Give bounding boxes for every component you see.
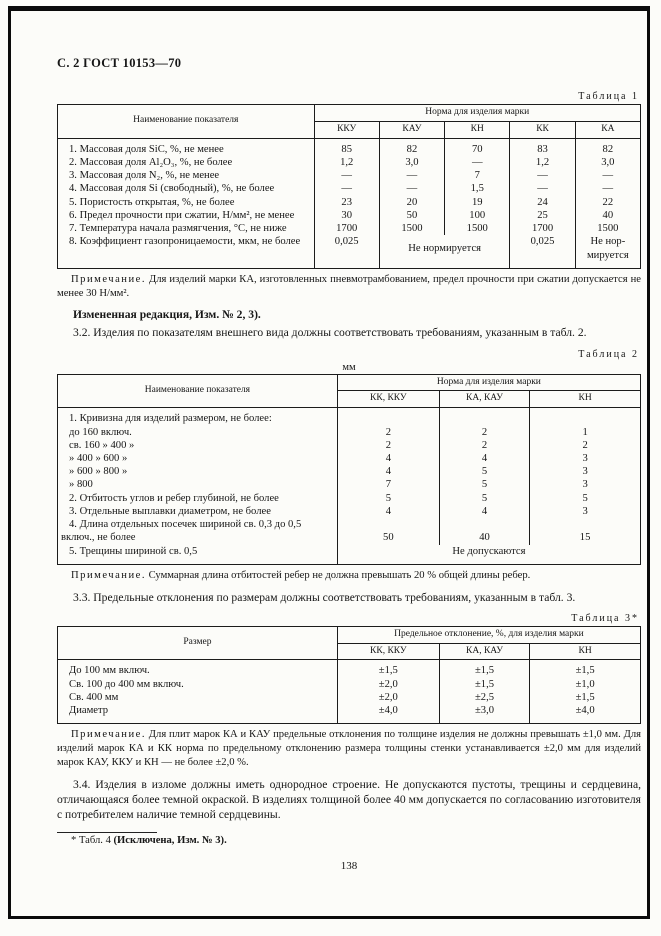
row-label: 5. Пористость открытая, %, не более [69,196,235,208]
cell: 20 [379,196,444,209]
cell: 4 [439,452,529,465]
row-label: 6. Предел прочности при сжатии, Н/мм², не менее [69,209,295,221]
note-label: Примечание. [71,729,146,741]
table1 [57,104,641,269]
cell: 83 [510,138,575,156]
cell: 5 [439,465,529,478]
row-label: 3. Массовая доля N₂, %, не менее [69,170,220,182]
table1-name-header: Наименование показателя [58,105,315,139]
table3-note [57,728,641,769]
row-label: до 160 включ. [69,426,132,438]
cell: 4 [337,452,439,465]
table2-note [57,569,641,583]
table-row [58,478,641,491]
cell: 22 [575,196,640,209]
cell: ±1,5 [439,660,529,678]
table-row [58,691,641,704]
paragraph-3-2: 3.2. Изделия по показателям внешнего вида должны соответствовать требованиям, указанным в табл. 2. [73,326,587,340]
cell: 2 [337,426,439,439]
cell: 2 [439,426,529,439]
cell [337,408,439,426]
table-row [58,465,641,478]
row-label: Св. 400 мм [69,691,119,703]
cell: 25 [510,209,575,222]
table2 [57,374,641,565]
row-label: До 100 мм включ. [69,665,150,677]
cell: Не нор-мируется [575,235,640,268]
cell: ±2,5 [439,691,529,704]
footnote [57,835,641,846]
row-label: » 800 [69,479,93,491]
cell: ±4,0 [337,704,439,724]
cell: 1 [530,426,641,439]
table3-caption: Таблица 3* [571,612,639,624]
cell: ±1,5 [530,691,641,704]
cell: 5 [530,492,641,505]
row-label: 4. Массовая доля Si (свободный), %, не более [69,183,275,195]
footnote-rule [57,832,157,833]
table1-header-row [58,105,641,122]
cell: 3,0 [379,156,444,169]
cell [439,408,529,426]
cell: 23 [314,196,379,209]
cell: 1700 [510,222,575,235]
row-label: 4. Длина отдельных посечек шириной св. 0,3 до 0,5 включ., не более [61,519,302,544]
table-row [58,426,641,439]
cell: 2 [337,439,439,452]
table1-caption: Таблица 1 [578,91,639,102]
table2-column-ka-kau: КА, КАУ [439,391,529,408]
cell: 40 [439,518,529,544]
cell: 3 [530,505,641,518]
row-label: 5. Трещины шириной св. 0,5 [69,545,198,557]
cell: 5 [337,492,439,505]
row-label: 1. Массовая доля SiC, %, не менее [69,143,224,155]
note-label: Примечание. [71,273,146,285]
cell: 5 [439,492,529,505]
cell: 5 [439,478,529,491]
cell: 7 [337,478,439,491]
cell: 3 [530,478,641,491]
cell: 1500 [575,222,640,235]
table-row [58,678,641,691]
cell: — [314,169,379,182]
table3-column-kn: КН [530,643,641,660]
page-header: С. 2 ГОСТ 10153—70 [57,56,182,70]
table-row [58,156,641,169]
table-row [58,704,641,724]
table-row [58,196,641,209]
table-row [58,222,641,235]
table2-column-kk-kku: КК, ККУ [337,391,439,408]
row-label: » 400 » 600 » [69,452,128,464]
cell: 1,2 [510,156,575,169]
cell: 15 [530,518,641,544]
table-row [58,439,641,452]
table2-column-kn: КН [530,391,641,408]
cell: ±1,5 [337,660,439,678]
table3 [57,626,641,725]
page-content [57,56,641,872]
footnote-bold: (Исключена, Изм. № 3). [113,834,227,846]
cell: 2 [530,439,641,452]
cell: 0,025 [510,235,575,268]
cell: 85 [314,138,379,156]
cell: 1500 [379,222,444,235]
cell: 2 [439,439,529,452]
cell: 4 [439,505,529,518]
cell: 24 [510,196,575,209]
table-row [58,138,641,156]
cell [530,408,641,426]
row-label: Диаметр [69,705,109,717]
cell: 1,5 [445,182,510,195]
cell: ±2,0 [337,678,439,691]
table-row [58,492,641,505]
table1-column-kau: КАУ [379,121,444,138]
table3-group-header: Предельное отклонение, %, для изделия марки [337,626,640,643]
table-row [58,182,641,195]
table2-name-header: Наименование показателя [58,374,338,408]
cell: ±1,0 [530,678,641,691]
cell: 7 [445,169,510,182]
table2-unit: мм [342,361,356,373]
cell: 3 [530,452,641,465]
table-row [58,169,641,182]
cell: 100 [445,209,510,222]
table2-header-row [58,374,641,391]
table-row [58,518,641,544]
note-label: Примечание. [71,569,146,581]
table-row [58,408,641,426]
row-label: 3. Отдельные выплавки диаметром, не более [69,505,271,517]
cell: 40 [575,209,640,222]
footnote-prefix: * Табл. 4 [71,834,114,846]
paragraph-3-4: 3.4. Изделия в изломе должны иметь однородное строение. Не допускаются пустоты, трещины и сердцевина, отличающаяся более темной окраской. В изделиях толщиной более 40 мм допускается по согласованию изготовителя с потребителем наличие темной сердцевины. [57,777,641,821]
cell: 1500 [445,222,510,235]
cell: 4 [337,505,439,518]
cell: 1,2 [314,156,379,169]
row-label: 7. Температура начала размягчения, °С, не ниже [69,223,287,235]
cell: — [510,169,575,182]
cell: 30 [314,209,379,222]
cell: ±4,0 [530,704,641,724]
table1-column-kku: ККУ [314,121,379,138]
cell: — [379,169,444,182]
cell: 50 [379,209,444,222]
note-text: Для плит марок КА и КАУ предельные отклонения по толщине изделия не должны превышать ±1,0 мм. Для изделий марок КА и КК норма по предельному отклонению размера толщины стенки устанавливается ±2,0 мм для изделий марок КАУ, ККУ и КН — не более ±2,0 %. [57,729,641,768]
cell: 82 [379,138,444,156]
table1-column-kn: КН [445,121,510,138]
cell: — [314,182,379,195]
cell: — [445,156,510,169]
table-row [58,452,641,465]
page-number: 138 [340,859,358,872]
row-label: 8. Коэффициент газопроницаемости, мкм, не более [69,236,301,248]
cell: — [379,182,444,195]
cell: ±1,5 [530,660,641,678]
table2-group-header: Норма для изделия марки [337,374,640,391]
cell: 70 [445,138,510,156]
table-row [58,505,641,518]
table3-column-ka-kau: КА, КАУ [439,643,529,660]
table2-caption: Таблица 2 [578,348,639,360]
cell: — [575,182,640,195]
table-row [58,545,641,565]
cell: ±2,0 [337,691,439,704]
note-text: Суммарная длина отбитостей ребер не должна превышать 20 % общей длины ребер. [145,569,531,581]
table1-group-header: Норма для изделия марки [314,105,640,122]
cell: — [575,169,640,182]
cell: 4 [337,465,439,478]
paragraph-amended: Измененная редакция, Изм. № 2, 3). [73,308,261,322]
row-label: 1. Кривизна для изделий размером, не более: [69,413,272,425]
table1-column-ka: КА [575,121,640,138]
cell-merged: Не нормируется [379,235,510,268]
table3-name-header: Размер [58,626,338,660]
cell: ±1,5 [439,678,529,691]
cell: 82 [575,138,640,156]
table3-column-kk-kku: КК, ККУ [337,643,439,660]
table-row [58,235,641,268]
cell: 1700 [314,222,379,235]
table-row [58,660,641,678]
table1-column-kk: КК [510,121,575,138]
cell: ±3,0 [439,704,529,724]
row-label: св. 160 » 400 » [69,439,135,451]
cell: — [510,182,575,195]
cell: 50 [337,518,439,544]
row-label: 2. Отбитость углов и ребер глубиной, не более [69,492,279,504]
cell: 3 [530,465,641,478]
table1-note [57,273,641,301]
cell: 0,025 [314,235,379,268]
table-row [58,209,641,222]
cell: 19 [445,196,510,209]
row-label: Св. 100 до 400 мм включ. [69,678,184,690]
row-label: » 600 » 800 » [69,466,128,478]
paragraph-3-3: 3.3. Предельные отклонения по размерам должны соответствовать требованиям, указанным в табл. 3. [73,590,576,604]
note-text: Для изделий марки КА, изготовленных пневмотрамбованием, предел прочности при сжатии допускается не менее 30 Н/мм². [57,273,641,299]
table3-header-row [58,626,641,643]
cell-merged: Не допускаются [337,545,640,565]
row-label: 2. Массовая доля Al₂O₃, %, не более [69,156,233,168]
cell: 3,0 [575,156,640,169]
